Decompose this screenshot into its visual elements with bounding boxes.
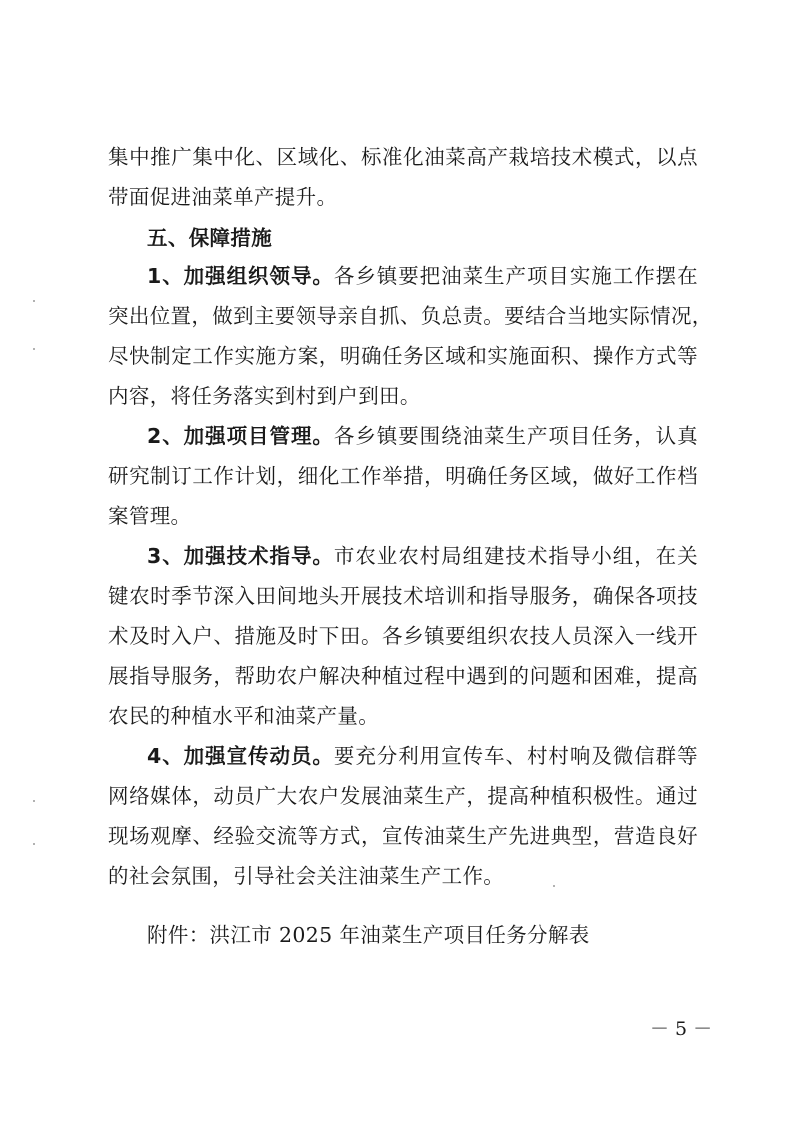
item-3-title: 3、加强技术指导。 [147,544,334,568]
item-3-line-4: 展指导服务，帮助农户解决种植过程中遇到的问题和困难，提高 [108,664,698,688]
item-4-lead: 要充分利用宣传车、村村响及微信群等 [333,744,698,768]
page-number: － 5 － [650,1018,713,1040]
item-1-lead: 各乡镇要把油菜生产项目实施工作摆在 [333,264,698,288]
item-3-line-5: 农民的种植水平和油菜产量。 [108,704,380,728]
item-2-first-line [147,423,698,450]
scan-speck [33,843,35,845]
item-1-first-line [147,263,698,290]
scan-speck [553,885,555,887]
item-3-lead: 市农业农村局组建技术指导小组，在关 [333,544,698,568]
item-1-title: 1、加强组织领导。 [147,264,334,288]
item-4-title: 4、加强宣传动员。 [147,744,334,768]
item-4-line-3: 现场观摩、经验交流等方式，宣传油菜生产先进典型，营造良好 [108,824,698,848]
item-4-line-2: 网络媒体，动员广大农户发展油菜生产，提高种植积极性。通过 [108,784,698,808]
item-2-lead: 各乡镇要围绕油菜生产项目任务，认真 [333,424,698,448]
section-heading: 五、保障措施 [147,226,273,250]
item-3-line-3: 术及时入户、措施及时下田。各乡镇要组织农技人员深入一线开 [108,624,698,648]
item-1-line-4: 内容，将任务落实到村到户到田。 [108,384,421,408]
item-4-first-line [147,743,698,770]
scan-speck [33,800,35,802]
item-1-line-3: 尽快制定工作实施方案，明确任务区域和实施面积、操作方式等 [108,344,698,368]
scan-speck [33,300,35,302]
attachment-line: 附件：洪江市 2025 年油菜生产项目任务分解表 [147,923,590,947]
item-2-line-3: 案管理。 [108,504,192,528]
intro-line-2: 带面促进油菜单产提升。 [108,185,338,209]
item-4-line-4: 的社会氛围，引导社会关注油菜生产工作。 [108,864,505,888]
item-3-first-line [147,543,698,570]
item-3-line-2: 键农时季节深入田间地头开展技术培训和指导服务，确保各项技 [108,584,698,608]
item-1-line-2: 突出位置，做到主要领导亲自抓、负总责。要结合当地实际情况， [108,304,713,328]
item-2-line-2: 研究制订工作计划，细化工作举措，明确任务区域，做好工作档 [108,464,698,488]
scan-speck [33,348,35,350]
intro-line-1: 集中推广集中化、区域化、标准化油菜高产栽培技术模式，以点 [108,145,698,169]
item-2-title: 2、加强项目管理。 [147,424,334,448]
